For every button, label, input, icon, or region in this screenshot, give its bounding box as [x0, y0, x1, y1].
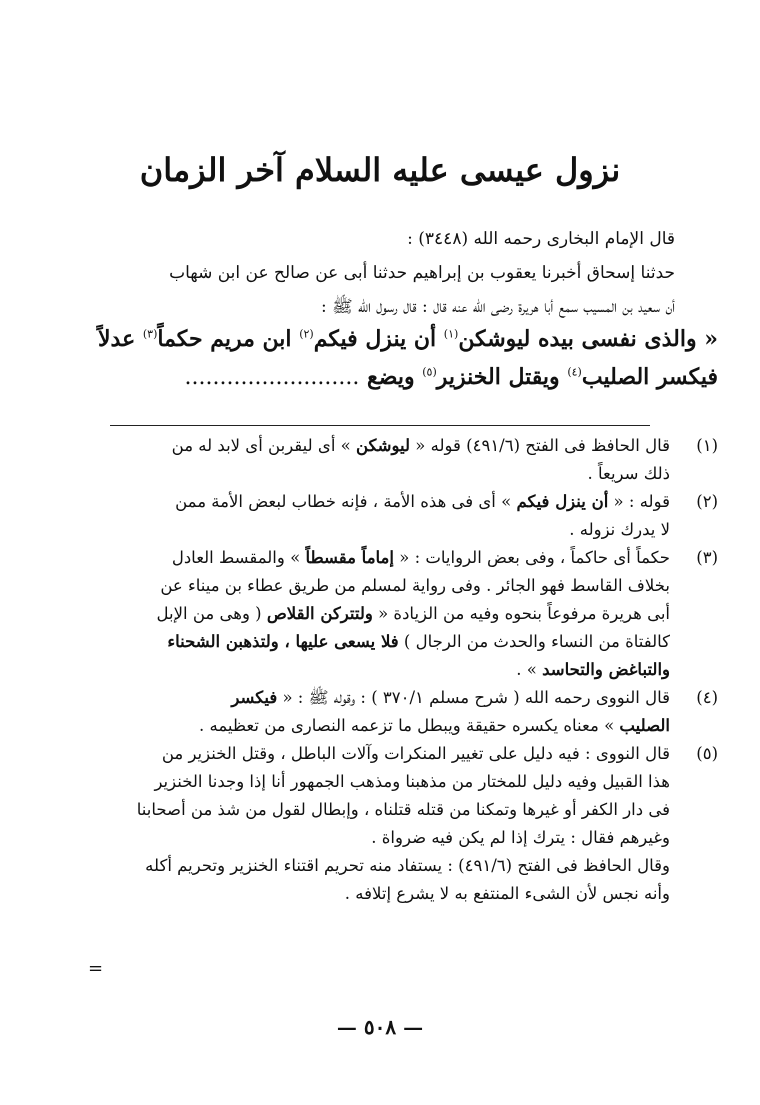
footnote-body	[30, 684, 670, 740]
footnote-text: قال النووى رحمه الله ( شرح مسلم ٣٧٠/١ ) : وقوله ﷺ : «	[277, 688, 670, 707]
footnote-number: (١)	[696, 436, 718, 455]
footnote-text: وأنه نجس لأن الشىء المنتفع به لا يشرع إتلافه .	[344, 884, 670, 903]
footnote-line	[30, 824, 670, 852]
quoted-term: فيكسر	[231, 688, 278, 707]
footnote-text: قال الحافظ فى الفتح (٤٩١/٦) قوله «	[410, 436, 670, 455]
footnote-text: » والمقسط العادل	[171, 548, 306, 567]
footnote-line	[30, 460, 670, 488]
ellipsis-dots: .........................	[184, 365, 360, 390]
footnotes	[28, 432, 718, 908]
hadith-line	[38, 358, 718, 397]
intro-line: قال الإمام البخارى رحمه الله (٣٤٤٨) :	[407, 229, 675, 249]
footnote-ref[interactable]: (٣)	[142, 327, 158, 341]
footnote-text: وقال الحافظ فى الفتح (٤٩١/٦) : يستفاد منه تحريم اقتناء الخنزير وتحريم أكله	[145, 856, 670, 875]
footnote	[28, 740, 718, 908]
footnote-text: قال النووى : فيه دليل على تغيير المنكرات وآلات الباطل ، وقتل الخنزير من	[161, 744, 670, 763]
footnote-text: » .	[516, 660, 543, 679]
footnote-line	[30, 796, 670, 824]
quoted-term: الصليب	[619, 716, 670, 735]
footnote-line	[30, 880, 670, 908]
footnote-line	[30, 516, 670, 544]
hadith-line	[38, 320, 718, 358]
footnote-text: كالفتاة من النساء والحدث من الرجال )	[398, 632, 670, 651]
footnote-text: » أى ليقربن أى لابد له من	[171, 436, 356, 455]
footnote-text: قوله : «	[608, 492, 670, 511]
footnote-line	[30, 852, 670, 880]
footnote-text: فى دار الكفر أو غيرها وتمكنا من قتله قتلناه ، وإبطال لقول من شذ من أصحابنا	[136, 800, 670, 819]
continuation-mark: =	[88, 958, 104, 979]
footnote-text: بخلاف القاسط فهو الجائر . وفى رواية لمسلم من طريق عطاء بن ميناء عن	[160, 576, 670, 595]
quoted-term: والتباغض والتحاسد	[542, 660, 670, 679]
footnote-line	[30, 684, 670, 712]
footnote	[28, 544, 718, 684]
footnote-body	[30, 740, 670, 908]
footnote-text: حكماً أى حاكماً ، وفى بعض الروايات : «	[393, 548, 670, 567]
footnote-text: هذا القبيل وفيه دليل للمختار من مذهبنا ومذهب الجمهور أنا إذا وجدنا الخنزير	[154, 772, 670, 791]
hadith-segment: ويضع	[359, 364, 423, 390]
hadith-segment: عدلاً	[97, 326, 143, 352]
footnote-ref[interactable]: (٥)	[422, 365, 437, 379]
footnote-number: (٢)	[696, 492, 718, 511]
footnote-text: » معناه يكسره حقيقة ويبطل ما تزعمه النصارى من تعظيمه .	[199, 716, 620, 735]
hadith-segment: أن ينزل فيكم	[313, 326, 444, 352]
footnote-line	[30, 740, 670, 768]
hadith-segment: « والذى نفسى بيده ليوشكن	[458, 326, 718, 352]
footnote-line	[30, 628, 670, 656]
hadith-segment: ويقتل الخنزير	[436, 364, 568, 390]
quoted-term: إماماً مقسطاً	[305, 548, 394, 567]
footnote-text: ( وهى من الإبل	[156, 604, 267, 623]
footnote-number: (٣)	[696, 548, 718, 567]
footnote-line	[30, 712, 670, 740]
footnote-text: وغيرهم فقال : يترك إذا لم يكن فيه ضرواة .	[371, 828, 670, 847]
hadith-text	[38, 320, 718, 397]
footnote-line	[30, 432, 670, 460]
chapter-title: نزول عيسى عليه السلام آخر الزمان	[139, 151, 621, 189]
quoted-term: فلا يسعى عليها ، ولتذهبن الشحناء	[167, 632, 399, 651]
footnote-line	[30, 488, 670, 516]
hadith-segment: فيكسر الصليب	[581, 364, 718, 390]
quoted-term: أن ينزل فيكم	[516, 492, 609, 511]
footnote-text: » أى فى هذه الأمة ، فإنه خطاب لبعض الأمة ممن	[175, 492, 517, 511]
footnote	[28, 432, 718, 488]
footnote-body	[30, 488, 670, 544]
footnote-number: (٤)	[696, 688, 718, 707]
footnote-line	[30, 544, 670, 572]
footnote-ref[interactable]: (١)	[443, 327, 459, 341]
footnote-text: أبى هريرة مرفوعاً بنحوه وفيه من الزيادة «	[372, 604, 670, 623]
footnote-line	[30, 768, 670, 796]
page-number: — ٥٠٨ —	[336, 1015, 424, 1039]
footnote-line	[30, 572, 670, 600]
footnote-line	[30, 600, 670, 628]
footnote-number: (٥)	[696, 744, 718, 763]
footnote-text: لا يدرك نزوله .	[569, 520, 670, 539]
footnote	[28, 488, 718, 544]
footnote-line	[30, 656, 670, 684]
isnad-block	[45, 222, 675, 324]
footnote-ref[interactable]: (٤)	[567, 365, 582, 379]
footnote-text: ذلك سريعاً .	[587, 464, 670, 483]
quoted-term: ولتتركن القلاص	[266, 604, 373, 623]
footnote	[28, 684, 718, 740]
intro-line: حدثنا إسحاق أخبرنا يعقوب بن إبراهيم حدثنا أبى عن صالح عن ابن شهاب	[169, 263, 675, 283]
intro-line: أن سعيد بن المسيب سمع أبا هريرة رضى الله عنه قال : قال رسول الله ﷺ :	[320, 297, 675, 317]
quoted-term: ليوشكن	[356, 436, 411, 455]
footnote-ref[interactable]: (٢)	[299, 327, 314, 341]
footnote-body	[30, 544, 670, 684]
footnote-body	[30, 432, 670, 488]
hadith-segment: ابن مريم حكماً	[157, 326, 300, 352]
footnote-separator	[110, 425, 650, 426]
